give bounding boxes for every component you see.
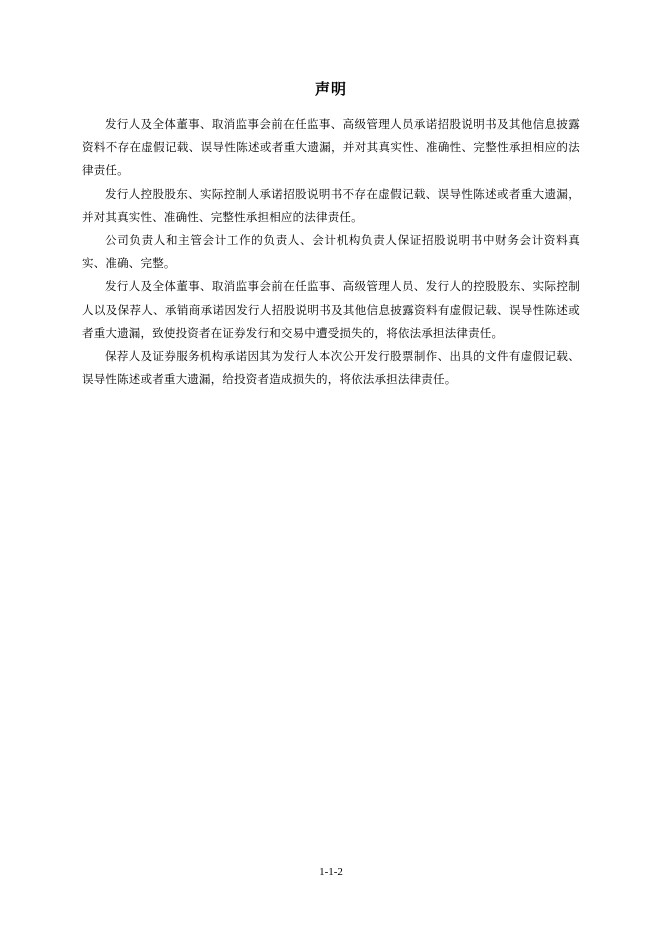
paragraph-sponsor-liability: 保荐人及证券服务机构承诺因其为发行人本次公开发行股票制作、出具的文件有虚假记载、误导性陈述或者重大遗漏，给投资者造成损失的，将依法承担法律责任。 (82, 349, 580, 387)
paragraph-controlling-shareholder: 发行人控股股东、实际控制人承诺招股说明书不存在虚假记载、误导性陈述或者重大遗漏，并对其真实性、准确性、完整性承担相应的法律责任。 (82, 186, 580, 224)
declaration-body (82, 113, 580, 391)
page-number: 1-1-2 (319, 866, 343, 878)
page-title: 声明 (314, 80, 347, 98)
paragraph-financial-officers: 公司负责人和主管会计工作的负责人、会计机构负责人保证招股说明书中财务会计资料真实、准确、完整。 (82, 233, 580, 271)
paragraph-issuer-directors: 发行人及全体董事、取消监事会前在任监事、高级管理人员承诺招股说明书及其他信息披露资料不存在虚假记载、误导性陈述或者重大遗漏，并对其真实性、准确性、完整性承担相应的法律责任。 (82, 117, 580, 178)
paragraph-joint-liability: 发行人及全体董事、取消监事会前在任监事、高级管理人员、发行人的控股股东、实际控制人以及保荐人、承销商承诺因发行人招股说明书及其他信息披露资料有虚假记载、误导性陈述或者重大遗漏，致使投资者在证券发行和交易中遭受损失的，将依法承担法律责任。 (82, 279, 580, 340)
